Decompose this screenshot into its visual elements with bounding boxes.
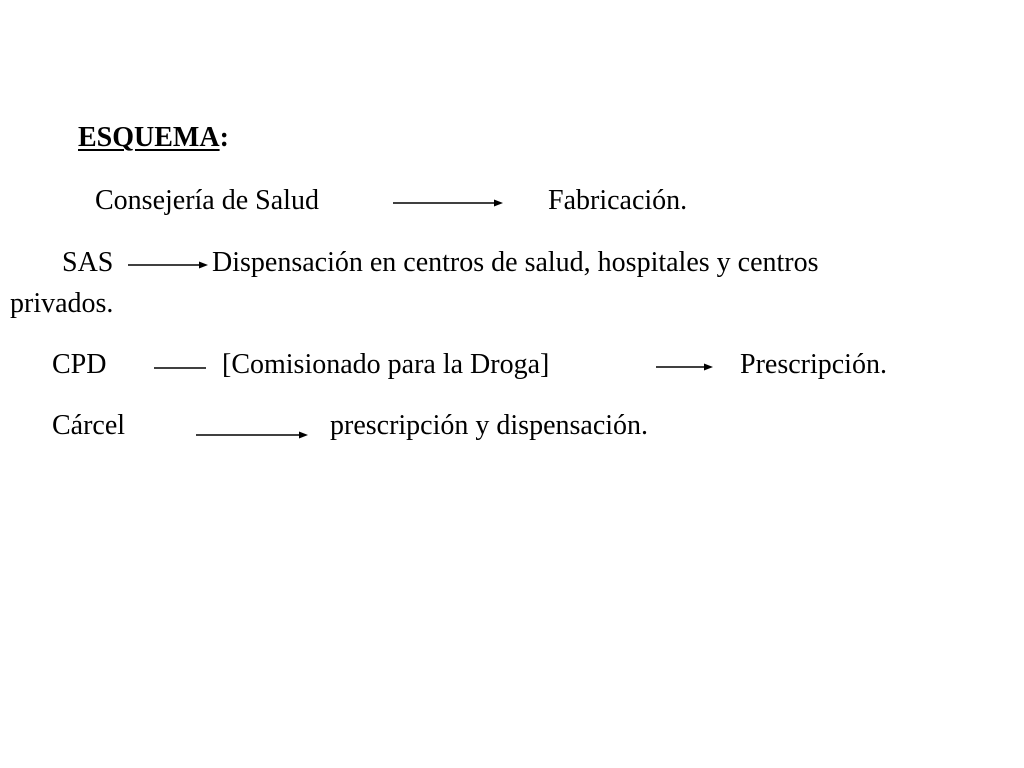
row-consejeria-target: Fabricación.	[548, 185, 688, 216]
slide-title-colon: :	[219, 122, 229, 153]
slide-title	[78, 122, 229, 154]
row-cpd-target: Prescripción.	[740, 349, 887, 380]
row-sas-target: Dispensación en centros de salud, hospitales y centros	[212, 247, 819, 278]
row-carcel-label: Cárcel	[52, 410, 126, 441]
row-cpd-middle: [Comisionado para la Droga]	[222, 349, 550, 380]
row-cpd-label: CPD	[52, 349, 107, 380]
arrow-right-icon	[196, 431, 308, 439]
slide-title-word: ESQUEMA	[78, 122, 220, 153]
row-sas-continuation: privados.	[10, 288, 114, 319]
arrow-right-icon	[393, 199, 503, 207]
row-sas-label: SAS	[62, 247, 114, 278]
row-consejeria-label: Consejería de Salud	[95, 185, 319, 216]
arrow-right-icon	[656, 363, 713, 371]
row-carcel-target: prescripción y dispensación.	[330, 410, 649, 441]
arrow-right-icon	[128, 261, 208, 269]
connector-line-icon	[154, 364, 206, 372]
